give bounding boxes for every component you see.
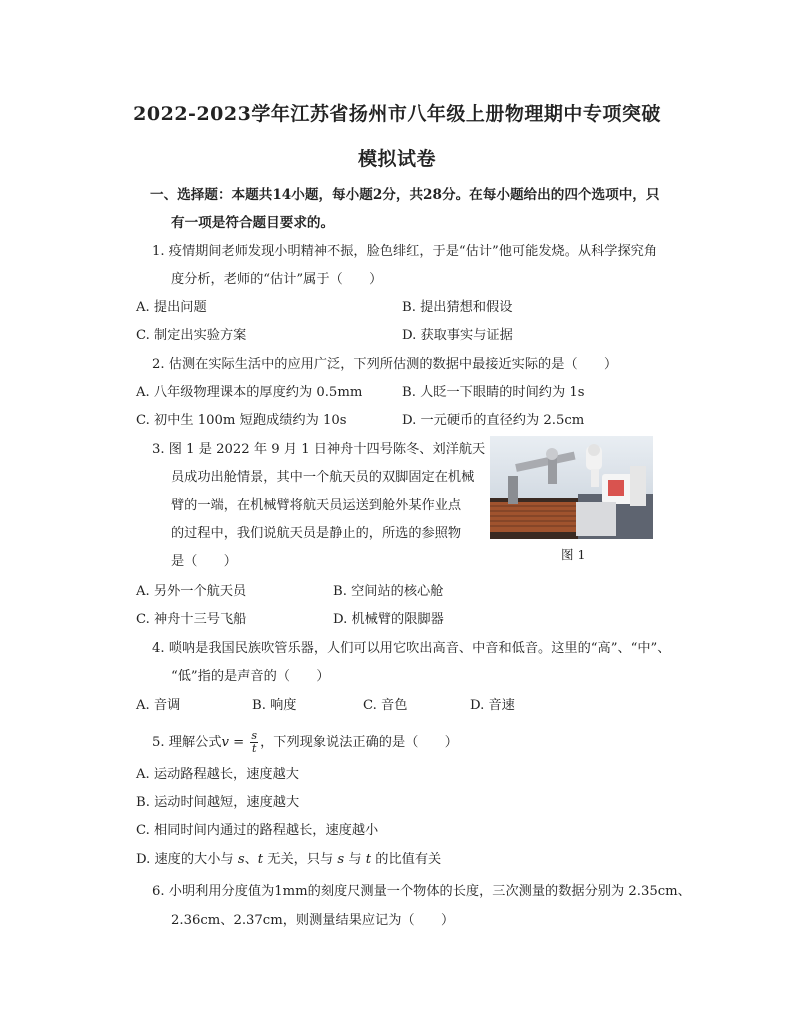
question-2-option-d: D. 一元硬币的直径约为 2.5cm — [402, 413, 585, 428]
question-1-option-d: D. 获取事实与证据 — [402, 328, 513, 343]
question-4-option-b: B. 响度 — [252, 698, 297, 713]
question-4-option-d: D. 音速 — [470, 698, 515, 713]
formula-fraction: $\frac{s}{t}$ — [251, 729, 258, 755]
question-6-stem: 6. 小明利用分度值为1mm的刻度尺测量一个物体的长度，三次测量的数据分别为 2.35cm、 — [152, 884, 691, 899]
astronaut-figure-image — [490, 436, 653, 539]
section-heading: 一、选择题：本题共14小题，每小题2分，共28分。在每小题给出的四个选项中，只 — [150, 187, 660, 203]
question-3-stem: 3. 图 1 是 2022 年 9 月 1 日神舟十四号陈冬、刘洋航天 — [152, 442, 486, 457]
question-5-option-d: D. 速度的大小与 s、t 无关，只与 s 与 t 的比值有关 — [136, 852, 442, 867]
question-5-option-a: A. 运动路程越长，速度越大 — [136, 767, 299, 782]
question-3-option-c: C. 神舟十三号飞船 — [136, 612, 247, 627]
question-5-option-b: B. 运动时间越短，速度越大 — [136, 795, 300, 810]
question-1-stem-cont: 度分析，老师的“估计”属于（ ） — [171, 272, 383, 287]
document-title: 2022-2023学年江苏省扬州市八年级上册物理期中专项突破 — [133, 103, 661, 125]
question-5-stem: 5. 理解公式v = $\frac{s}{t}$ ，下列现象说法正确的是（ ） — [152, 729, 458, 755]
formula-v: v — [221, 735, 229, 750]
question-3-stem-cont: 员成功出舱情景，其中一个航天员的双脚固定在机械 — [171, 470, 475, 485]
question-3-stem-cont: 是（ ） — [171, 554, 237, 569]
question-2-option-b: B. 人眨一下眼睛的时间约为 1s — [402, 385, 585, 400]
question-2-option-c: C. 初中生 100m 短跑成绩约为 10s — [136, 413, 347, 428]
section-heading-cont: 有一项是符合题目要求的。 — [171, 215, 335, 231]
question-2-option-a: A. 八年级物理课本的厚度约为 0.5mm — [136, 385, 363, 400]
question-4-option-a: A. 音调 — [136, 698, 181, 713]
document-subtitle: 模拟试卷 — [357, 148, 436, 170]
question-3-stem-cont: 的过程中，我们说航天员是静止的，所选的参照物 — [171, 526, 462, 541]
question-4-stem: 4. 唢呐是我国民族吹管乐器，人们可以用它吹出高音、中音和低音。这里的“高”、“中”、 — [152, 641, 671, 656]
question-3-option-b: B. 空间站的核心舱 — [333, 584, 444, 599]
question-1-option-c: C. 制定出实验方案 — [136, 328, 247, 343]
question-3-option-a: A. 另外一个航天员 — [136, 584, 247, 599]
question-3-option-d: D. 机械臂的限脚器 — [333, 612, 444, 627]
question-3-stem-cont: 臂的一端，在机械臂将航天员运送到舱外某作业点 — [171, 498, 462, 513]
question-1-option-b: B. 提出猜想和假设 — [402, 300, 513, 315]
question-4-stem-cont: “低”指的是声音的（ ） — [171, 669, 330, 684]
question-1-option-a: A. 提出问题 — [136, 300, 207, 315]
question-4-option-c: C. 音色 — [363, 698, 408, 713]
question-6-stem-cont: 2.36cm、2.37cm，则测量结果应记为（ ） — [171, 913, 455, 928]
question-5-option-c: C. 相同时间内通过的路程越长，速度越小 — [136, 823, 379, 838]
question-1-stem: 1. 疫情期间老师发现小明精神不振，脸色绯红，于是“估计”他可能发烧。从科学探究角 — [152, 244, 658, 259]
figure-1-caption: 图 1 — [561, 547, 586, 562]
question-2-stem: 2. 估测在实际生活中的应用广泛，下列所估测的数据中最接近实际的是（ ） — [152, 357, 618, 372]
